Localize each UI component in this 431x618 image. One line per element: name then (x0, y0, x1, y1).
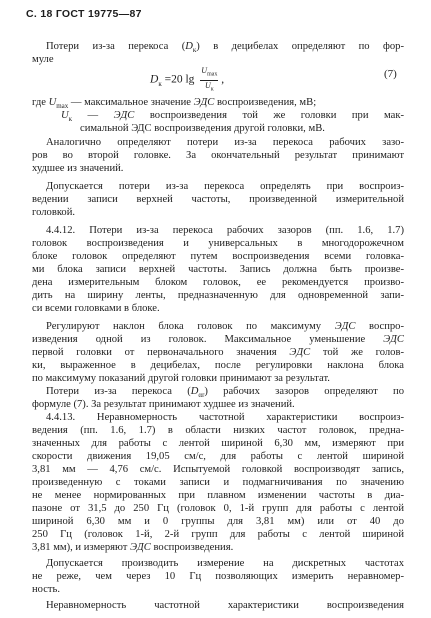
text-line: Неравномерность частотной характеристики воспроизведения (46, 600, 404, 611)
text-line: 4.4.13. Неравномерность частотной характеристики воспроиз- (46, 412, 404, 423)
formula-lhs: D (150, 73, 159, 86)
text-line: значенных для работы с лентой шириной 6,30 мм, измеряют при (32, 438, 404, 449)
formula-tail: , (221, 73, 225, 86)
text-line: 3,81 мм), и измеряют ЭДС воспроизведения. (32, 542, 234, 553)
definition-line: где $U_{max}$ — максимальное значение ЭДС воспроизведения, мВ; (32, 97, 317, 111)
text-line: ми блока записи верхней частоты. Запись должна быть произве- (32, 264, 404, 275)
equation-number: (7) (384, 68, 397, 80)
text-line: формуле (7). За результат принимают худшее из значений. (32, 399, 295, 410)
formula-lhs-sub: к (158, 80, 162, 89)
text-line: ведения (пп. 1.6, 1.7) в области низких частот головок, предна- (32, 425, 404, 436)
text-line: головок воспроизведения и универсальных в многодорожечном (32, 238, 404, 249)
text-line: ки, выраженное в децибелах, после регулировки наклона блока (32, 360, 404, 371)
text-line: ведении записи верхней частоты, произведенной измерительной (32, 194, 404, 205)
formula (150, 66, 224, 94)
text-line: скорости движения 19,05 см/с, для работы с лентой шириной (32, 451, 404, 462)
text-line: пазоне от 31,5 до 250 Гц (головок 0, 1-й групп для работы с лентой (32, 503, 404, 514)
text-line: не менее нормированных при плавном изменении частоты в диа- (32, 490, 404, 501)
text-line: первой головки от первоначального значения ЭДС той же голов- (32, 347, 404, 358)
text-line: дить на ширину ленты, предназначенную для одновременной запи- (32, 290, 404, 301)
text-line: по максимуму показаний другой головки принимают за результат. (32, 373, 330, 384)
text-line: 3,81 мм — 4,76 см/с. Испытуемой головкой воспроизводят запись, (32, 464, 404, 475)
formula-denominator: $U_к$ (204, 80, 214, 93)
text-line: блоке головок определяют путем воспроизведения всеми головка- (32, 251, 404, 262)
text-line: дена измерительным блоком головок, ее рекомендуется произво- (32, 277, 404, 288)
text-line: ров во второй головке. За окончательный результат принимают (32, 150, 404, 161)
text-line: Аналогично определяют потери из-за перекоса рабочих зазо- (46, 137, 404, 148)
page-header: С. 18 ГОСТ 19775—87 (26, 8, 142, 20)
definition-line: $U_к$ — ЭДС воспроизведения той же головки при мак- (61, 110, 404, 124)
text-line: худшее из значений. (32, 163, 124, 174)
text-line: не реже, чем через 10 Гц позволяющих измерить неравномер- (32, 571, 404, 582)
text-line: ность. (32, 584, 61, 595)
text-line: произведенную с токами записи и подмагничивания по значению (32, 477, 404, 488)
formula-numerator: $U_{max}$ (200, 66, 218, 81)
text-line: изведения одной из головок. Максимальное уменьшение ЭДС (32, 334, 404, 345)
formula-fraction (200, 66, 218, 94)
text-line: Допускается производить измерение на дискретных частотах (46, 558, 404, 569)
formula-rhs: =20 lg (164, 73, 195, 86)
text-line: Регулируют наклон блока головок по максимуму ЭДС воспро- (46, 321, 404, 332)
text-line: шириной 6,30 мм и 0 группы для 3,81 мм) или от 40 до (32, 516, 404, 527)
text-line: головкой. (32, 207, 76, 218)
text-line: 4.4.12. Потери из-за перекоса рабочих зазоров (пп. 1.6, 1.7) (46, 225, 404, 236)
text-line: 250 Гц (головок 1-й, 2-й групп для работы с лентой шириной (32, 529, 404, 540)
text-line: си всеми головками в блоке. (32, 303, 160, 314)
text-line: муле (32, 54, 54, 65)
text-line: Потери из-за перекоса $(D_{\alpha r})$ рабочих зазоров определяют по (46, 386, 405, 400)
text-line: Потери из-за перекоса $(D_к)$ в децибелах определяют по фор- (46, 41, 405, 55)
text-line: Допускается потери из-за перекоса определять при воспроиз- (46, 181, 404, 192)
definition-line: симальной ЭДС воспроизведения другой головки, мВ. (80, 123, 325, 134)
